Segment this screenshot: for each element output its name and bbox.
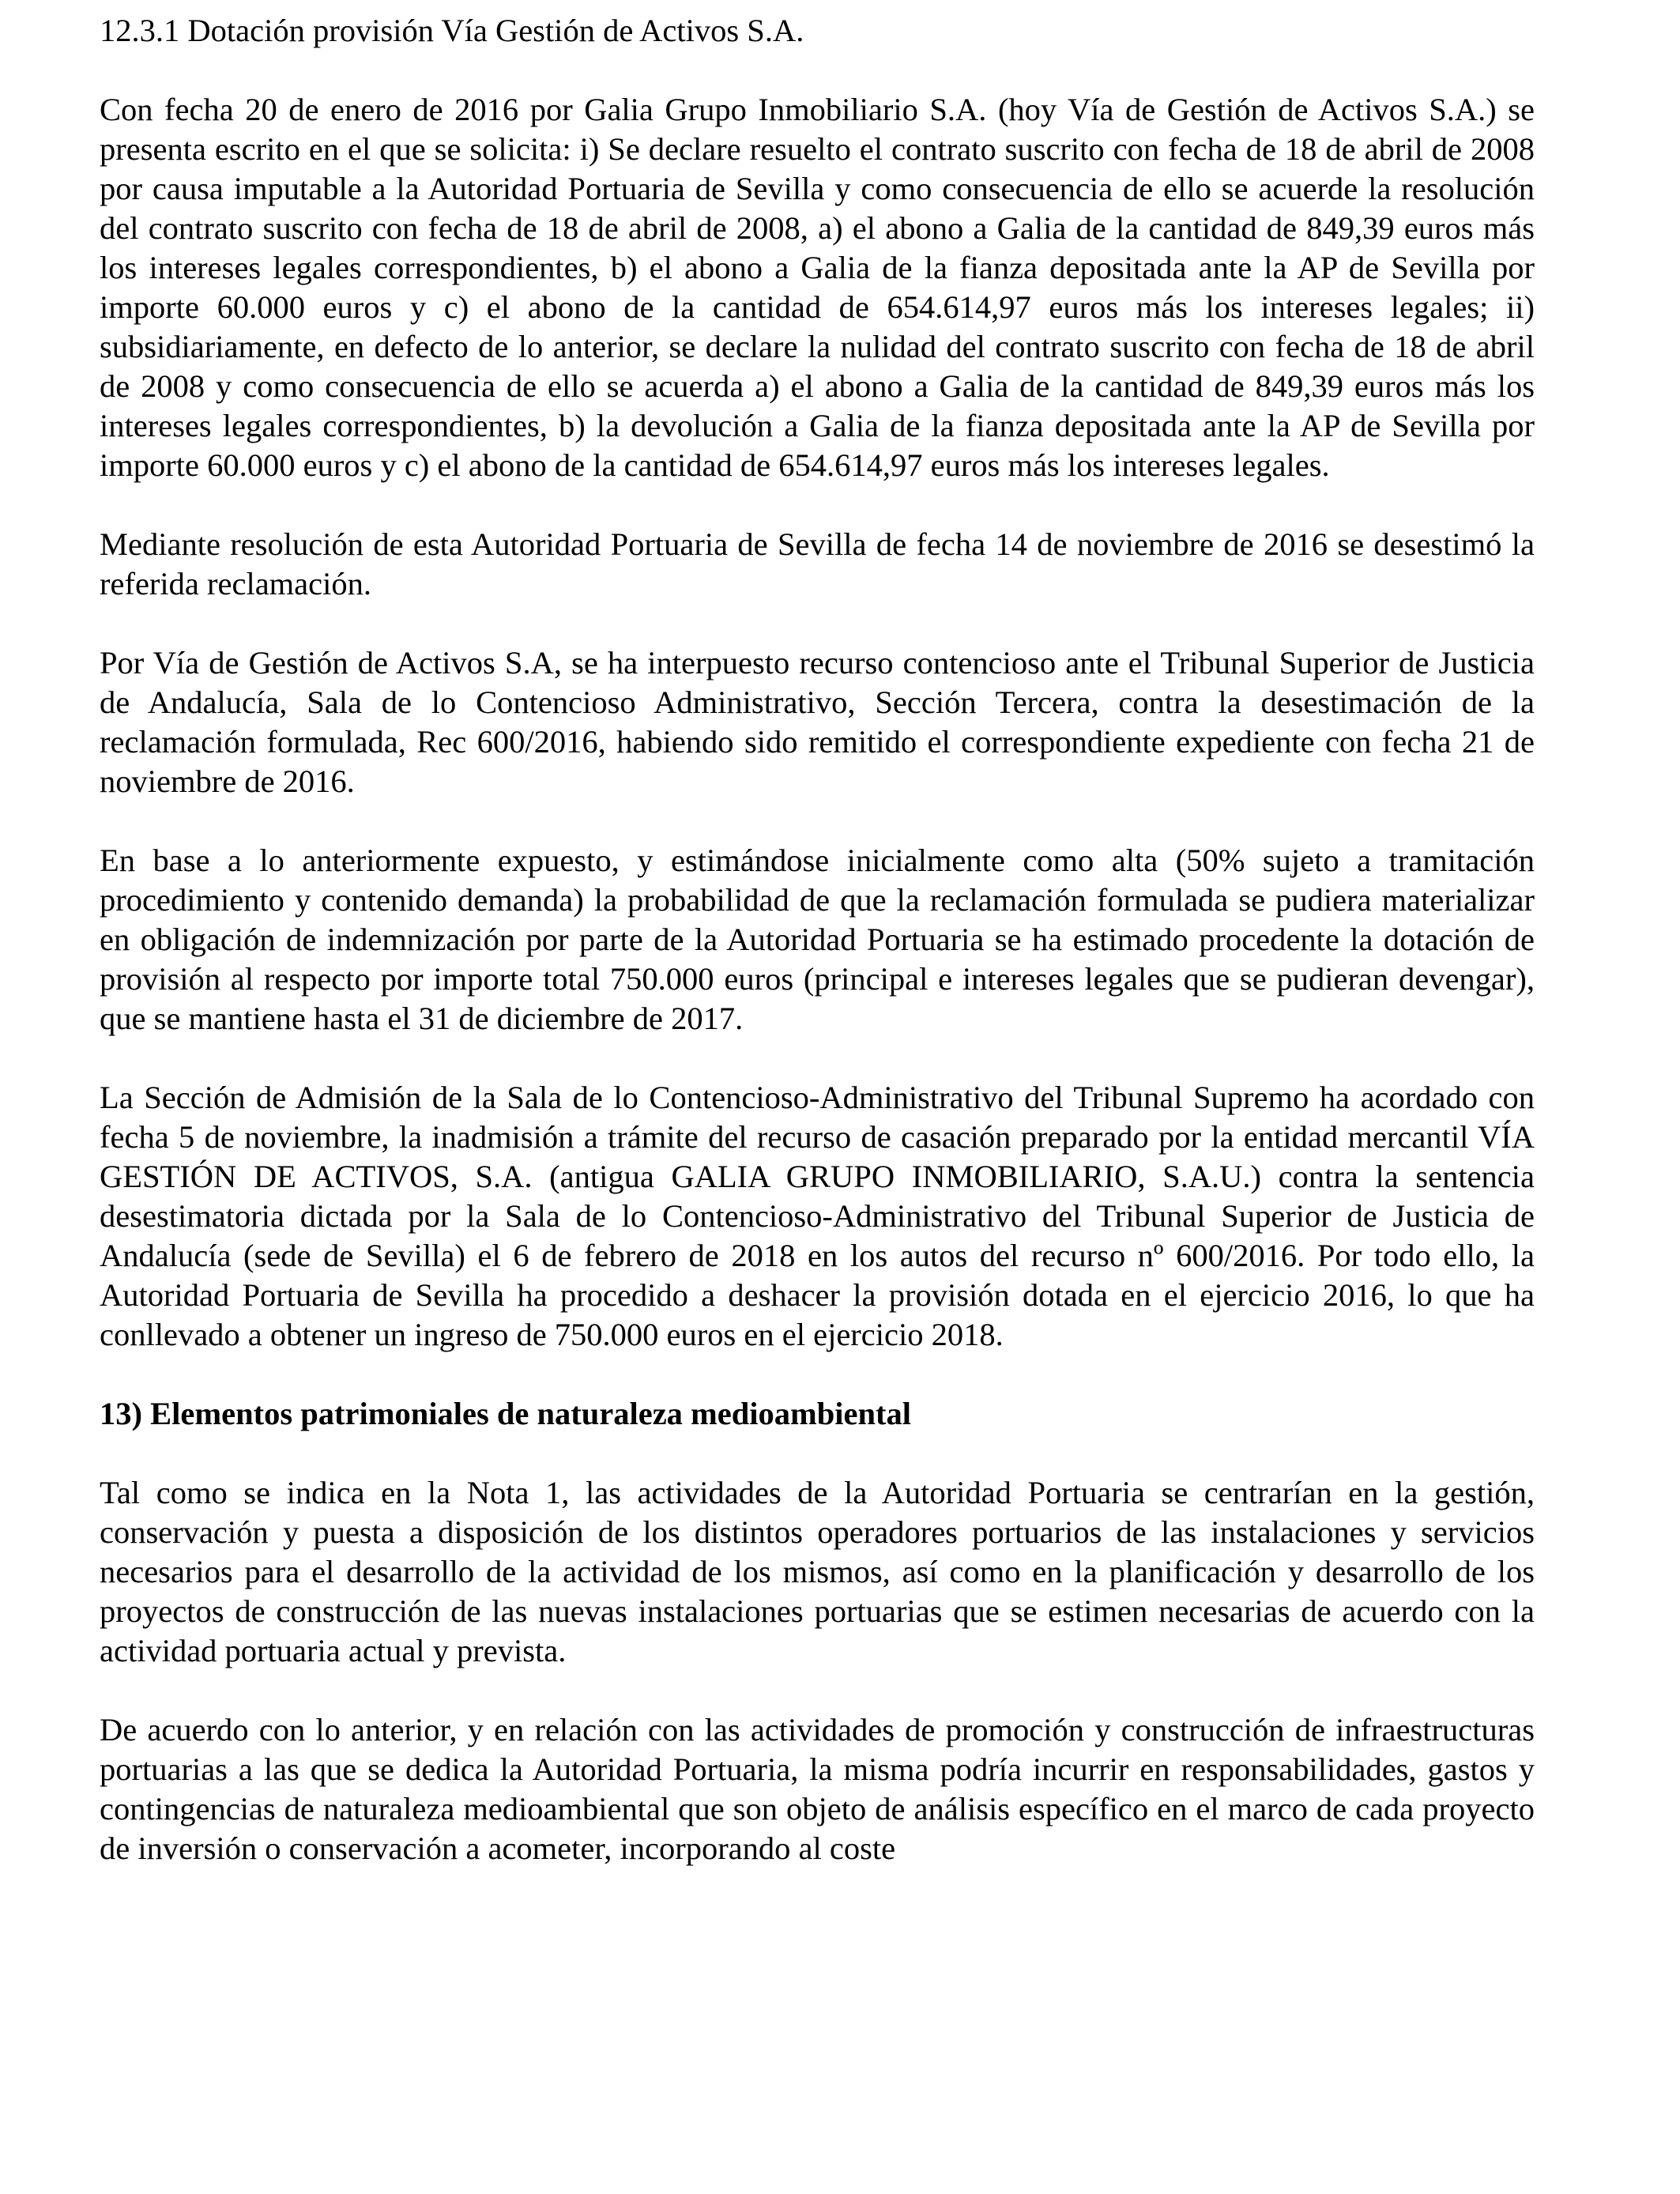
section-heading-13: 13) Elementos patrimoniales de naturaleza medioambiental [100,1396,912,1431]
paragraph-galia-claim: Con fecha 20 de enero de 2016 por Galia Grupo Inmobiliario S.A. (hoy Vía de Gestión de Activos S.A.) se presenta escrito en el que se solicita: i) Se declare resuelto el contrato suscrito con fecha de 18 de abril de 2008 por causa imputable a la Autoridad Portuaria de Sevilla y como consecuencia de ello se acuerde la resolución del contrato suscrito con fecha de 18 de abril de 2008, a) el abono a Galia de la cantidad de 849,39 euros más los intereses legales correspondientes, b) el abono a Galia de la fianza depositada ante la AP de Sevilla por importe 60.000 euros y c) el abono de la cantidad de 654.614,97 euros más los intereses legales; ii) subsidiariamente, en defecto de lo anterior, se declare la nulidad del contrato suscrito con fecha de 18 de abril de 2008 y como consecuencia de ello se acuerda a) el abono a Galia de la cantidad de 849,39 euros más los intereses legales correspondientes, b) la devolución a Galia de la fianza depositada ante la AP de Sevilla por importe 60.000 euros y c) el abono de la cantidad de 654.614,97 euros más los intereses legales. [100,92,1535,483]
paragraph-contentious-appeal: Por Vía de Gestión de Activos S.A, se ha interpuesto recurso contencioso ante el Tribunal Superior de Justicia de Andalucía, Sala de lo Contencioso Administrativo, Sección Tercera, contra la desestimación de la reclamación formulada, Rec 600/2016, habiendo sido remitido el correspondiente expediente con fecha 21 de noviembre de 2016. [100,645,1535,799]
subsection-heading-12-3-1: 12.3.1 Dotación provisión Vía Gestión de Activos S.A. [100,13,804,48]
paragraph-resolution-dismissal: Mediante resolución de esta Autoridad Portuaria de Sevilla de fecha 14 de noviembre de 2016 se desestimó la referida reclamación. [100,526,1535,601]
document-page [100,11,1535,1908]
paragraph-provision-estimate: En base a lo anteriormente expuesto, y estimándose inicialmente como alta (50% sujeto a tramitación procedimiento y contenido demanda) la probabilidad de que la reclamación formulada se pudiera materializar en obligación de indemnización por parte de la Autoridad Portuaria se ha estimado procedente la dotación de provisión al respecto por importe total 750.000 euros (principal e intereses legales que se pudieran devengar), que se mantiene hasta el 31 de diciembre de 2017. [100,843,1535,1036]
paragraph-supreme-court-ruling: La Sección de Admisión de la Sala de lo Contencioso-Administrativo del Tribunal Supremo ha acordado con fecha 5 de noviembre, la inadmisión a trámite del recurso de casación preparado por la entidad mercantil VÍA GESTIÓN DE ACTIVOS, S.A. (antigua GALIA GRUPO INMOBILIARIO, S.A.U.) contra la sentencia desestimatoria dictada por la Sala de lo Contencioso-Administrativo del Tribunal Superior de Justicia de Andalucía (sede de Sevilla) el 6 de febrero de 2018 en los autos del recurso nº 600/2016. Por todo ello, la Autoridad Portuaria de Sevilla ha procedido a deshacer la provisión dotada en el ejercicio 2016, lo que ha conllevado a obtener un ingreso de 750.000 euros en el ejercicio 2018. [100,1080,1535,1352]
paragraph-environmental-liabilities: De acuerdo con lo anterior, y en relación con las actividades de promoción y construcción de infraestructuras portuarias a las que se dedica la Autoridad Portuaria, la misma podría incurrir en responsabilidades, gastos y contingencias de naturaleza medioambiental que son objeto de análisis específico en el marco de cada proyecto de inversión o conservación a acometer, incorporando al coste [100,1712,1535,1866]
paragraph-port-activities: Tal como se indica en la Nota 1, las actividades de la Autoridad Portuaria se centrarían en la gestión, conservación y puesta a disposición de los distintos operadores portuarios de las instalaciones y servicios necesarios para el desarrollo de la actividad de los mismos, así como en la planificación y desarrollo de los proyectos de construcción de las nuevas instalaciones portuarias que se estimen necesarias de acuerdo con la actividad portuaria actual y prevista. [100,1475,1535,1668]
